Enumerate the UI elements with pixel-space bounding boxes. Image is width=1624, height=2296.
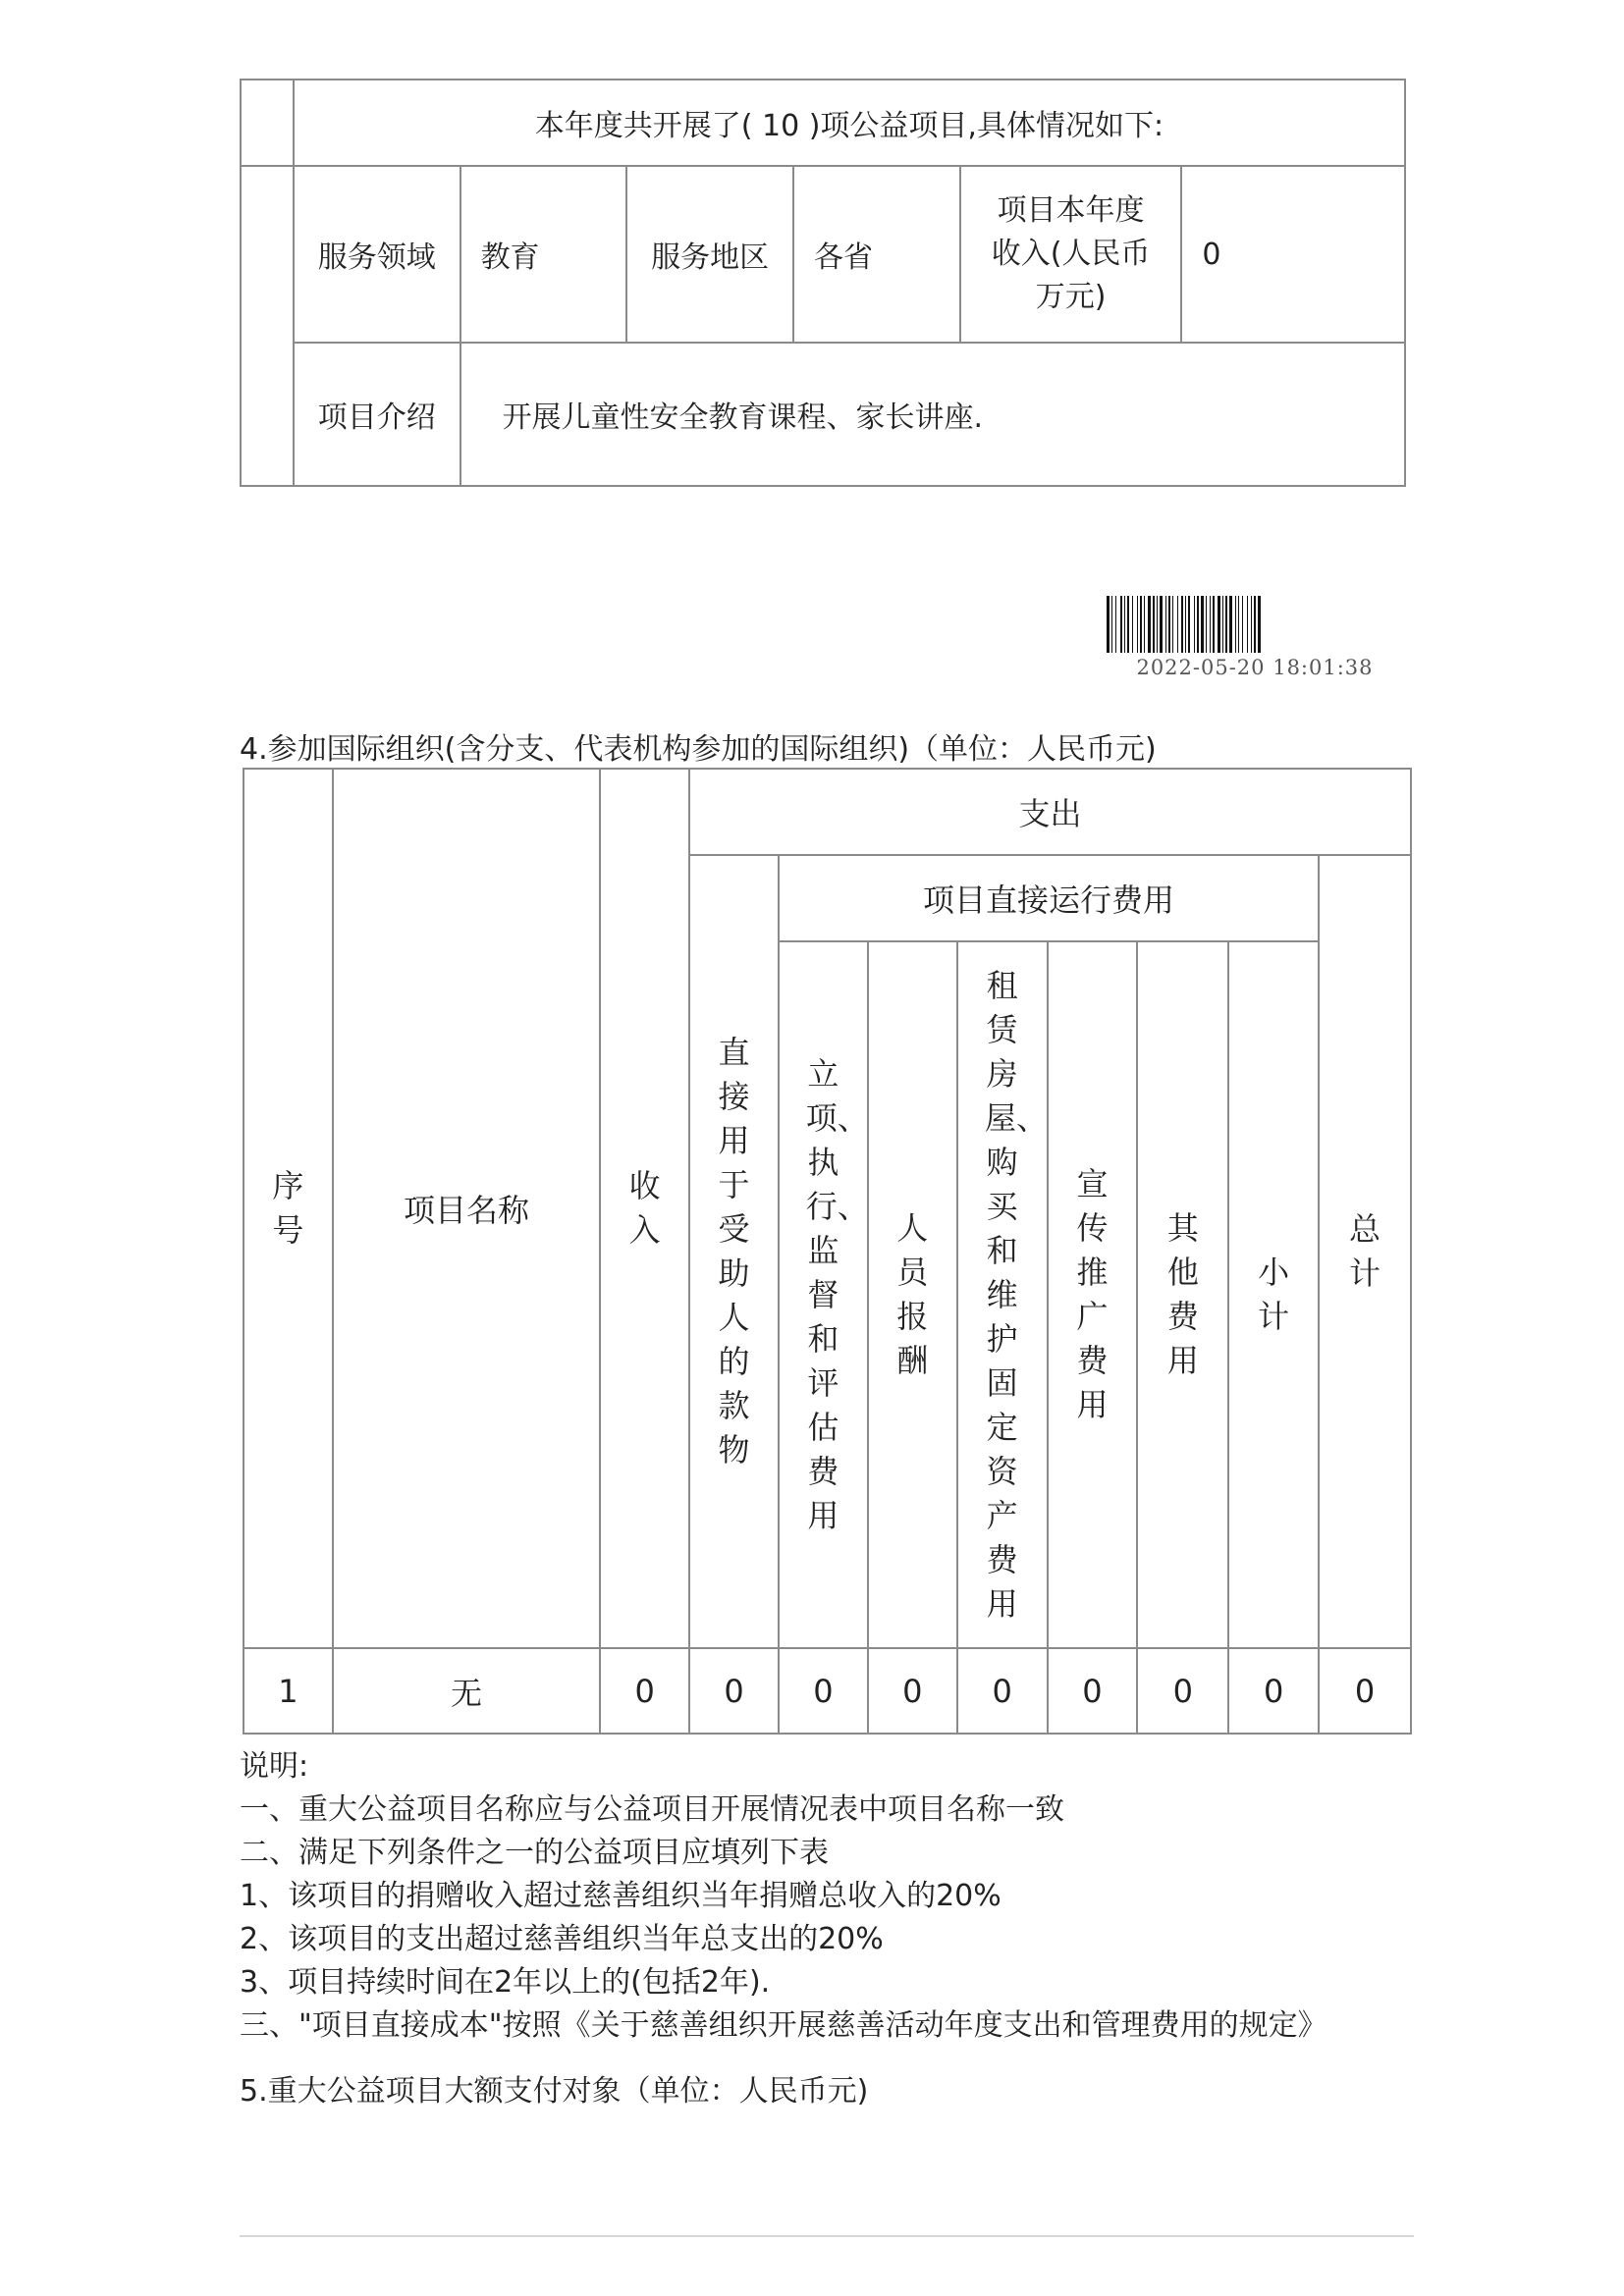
barcode-image <box>1107 596 1403 653</box>
notes-line-2: 二、满足下列条件之一的公益项目应填列下表 <box>240 1836 829 1870</box>
header-staff: 人员报酬 <box>868 941 957 1648</box>
service-field-label: 服务领域 <box>294 166 460 343</box>
header-name: 项目名称 <box>333 769 600 1648</box>
income-value: 0 <box>1181 166 1405 343</box>
cell-subtotal: 0 <box>1228 1648 1319 1734</box>
header-subtotal: 小计 <box>1228 941 1319 1648</box>
header-seq: 序号 <box>244 769 333 1648</box>
intro-value: 开展儿童性安全教育课程、家长讲座. <box>460 343 1405 486</box>
footer-divider <box>240 2235 1414 2237</box>
notes-title: 说明: <box>240 1749 309 1784</box>
notes-line-1: 一、重大公益项目名称应与公益项目开展情况表中项目名称一致 <box>240 1792 1064 1827</box>
cell-setup: 0 <box>779 1648 868 1734</box>
cell-seq: 1 <box>244 1648 333 1734</box>
notes-line-6: 三、"项目直接成本"按照《关于慈善组织开展慈善活动年度支出和管理费用的规定》 <box>240 2008 1327 2043</box>
summary-text: 本年度共开展了( 10 )项公益项目,具体情况如下: <box>294 80 1405 166</box>
cell-promo: 0 <box>1048 1648 1138 1734</box>
table-row <box>244 1648 1411 1734</box>
income-label: 项目本年度收入(人民币万元) <box>960 166 1182 343</box>
cell-other: 0 <box>1137 1648 1228 1734</box>
header-total: 总计 <box>1319 855 1411 1648</box>
cell-total: 0 <box>1319 1648 1411 1734</box>
cell-staff: 0 <box>868 1648 957 1734</box>
service-field-value: 教育 <box>460 166 627 343</box>
project-summary-table <box>240 79 1406 487</box>
header-setup: 立项、执行、监督和评估费用 <box>779 941 868 1648</box>
header-expense: 支出 <box>689 769 1411 855</box>
section-5-heading: 5.重大公益项目大额支付对象（单位：人民币元) <box>240 2074 869 2109</box>
notes-line-4: 2、该项目的支出超过慈善组织当年总支出的20% <box>240 1922 884 1956</box>
international-org-table <box>243 768 1412 1735</box>
section-4-heading: 4.参加国际组织(含分支、代表机构参加的国际组织)（单位：人民币元) <box>240 732 1157 767</box>
service-area-label: 服务地区 <box>626 166 793 343</box>
spacer-cell <box>241 80 294 166</box>
header-promo: 宣传推广费用 <box>1048 941 1138 1648</box>
cell-rent: 0 <box>957 1648 1048 1734</box>
header-other: 其他费用 <box>1137 941 1228 1648</box>
header-rent: 租赁房屋、购买和维护固定资产费用 <box>957 941 1048 1648</box>
header-direct-op: 项目直接运行费用 <box>779 855 1319 941</box>
service-area-value: 各省 <box>793 166 960 343</box>
cell-name: 无 <box>333 1648 600 1734</box>
notes-line-3: 1、该项目的捐赠收入超过慈善组织当年捐赠总收入的20% <box>240 1879 1001 1913</box>
notes-line-5: 3、项目持续时间在2年以上的(包括2年). <box>240 1965 771 2000</box>
header-income: 收入 <box>600 769 689 1648</box>
barcode-timestamp: 2022-05-20 18:01:38 <box>1136 656 1374 679</box>
header-direct-aid: 直接用于受助人的款物 <box>689 855 779 1648</box>
spacer-cell <box>241 166 294 486</box>
cell-direct-aid: 0 <box>689 1648 779 1734</box>
cell-income: 0 <box>600 1648 689 1734</box>
intro-label: 项目介绍 <box>294 343 460 486</box>
